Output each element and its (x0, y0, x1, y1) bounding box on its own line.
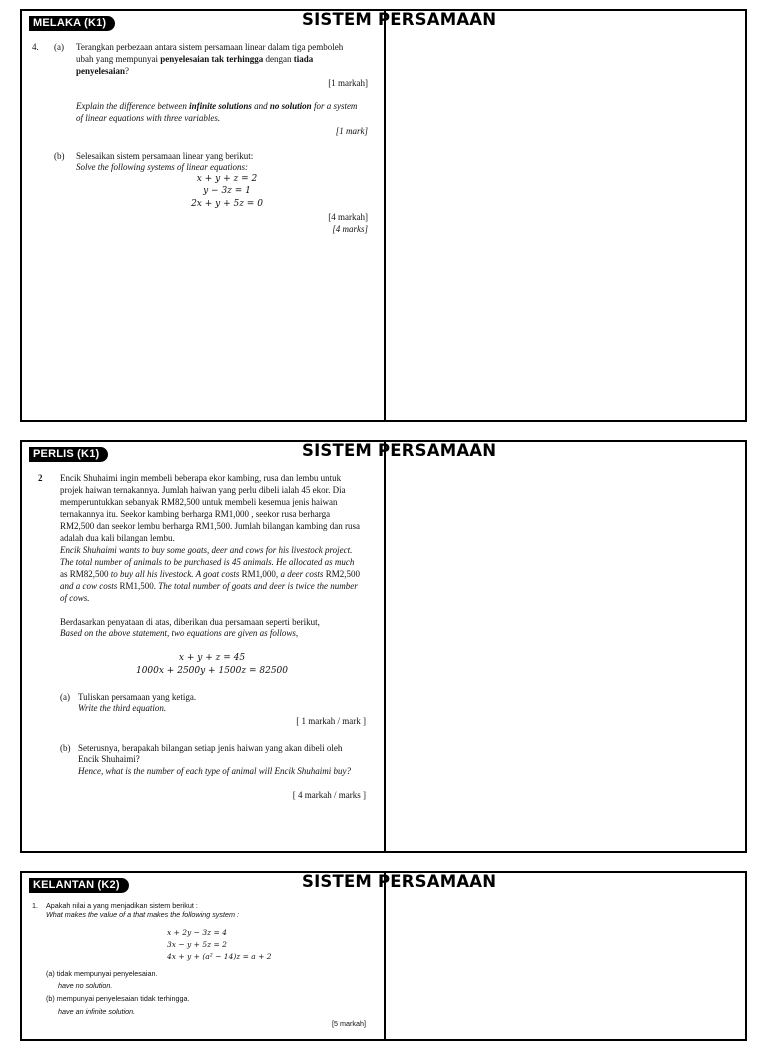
question-number: 4. (32, 42, 39, 52)
equation-1: x + y + z = 2 (196, 174, 258, 184)
question-number: 2 (38, 473, 43, 483)
malay-text-line: adalah dua kali bilangan lembu. (60, 533, 175, 543)
question-english: What makes the value of a that makes the following system : (46, 910, 239, 919)
topic-title: SISTEM PERSAMAAN (302, 10, 497, 29)
equation-1: x + 2y − 3z = 4 (167, 928, 227, 937)
english-text-line: Encik Shuhaimi wants to buy some goats, deer and cows for his livestock project. (60, 545, 353, 555)
question-panel-perlis (20, 440, 747, 853)
part-a-malay-line-1: Terangkan perbezaan antara sistem persamaan linear dalam tiga pemboleh (76, 42, 344, 52)
part-b-label: (b) (60, 743, 71, 753)
statement-malay: Berdasarkan penyataan di atas, diberikan dua persamaan seperti berikut, (60, 617, 320, 627)
state-tag: PERLIS (K1) (29, 447, 108, 462)
malay-text-line: Encik Shuhaimi ingin membeli beberapa ekor kambing, rusa dan lembu untuk (60, 473, 342, 483)
equation-3: 4x + y + (a² − 14)z = a + 2 (167, 952, 272, 961)
panel-divider (384, 442, 386, 851)
part-a-malay: (a) tidak mempunyai penyelesaian. (46, 969, 158, 978)
topic-title: SISTEM PERSAMAAN (302, 872, 497, 891)
part-a-malay-line-2: ubah yang mempunyai penyelesaian tak terhingga dengan tiada (76, 54, 314, 64)
part-a-english-line-2: of linear equations with three variables. (76, 113, 221, 123)
english-text-line: The total number of animals to be purchased is 45 animals. He allocated as much (60, 557, 355, 567)
statement-english: Based on the above statement, two equations are given as follows, (60, 628, 299, 638)
malay-text-line: projek haiwan ternakannya. Jumlah haiwan yang perlu dibeli ialah 45 ekor. Dia (60, 485, 346, 495)
equation-2: 1000x + 2500y + 1500z = 82500 (135, 666, 289, 676)
mark-label: [1 mark] (335, 126, 368, 136)
part-b-malay: Selesaikan sistem persamaan linear yang berikut: (76, 151, 254, 161)
panel-divider (384, 873, 386, 1039)
mark-label: [4 markah] (328, 212, 368, 222)
mark-label: [4 marks] (332, 224, 368, 234)
malay-text-line: memperuntukkan sebanyak RM82,500 untuk membeli kesemua jenis haiwan (60, 497, 338, 507)
part-a-english-line-1: Explain the difference between infinite solutions and no solution for a system (76, 101, 358, 111)
part-b-malay: (b) mempunyai penyelesaian tidak terhingga. (46, 994, 190, 1003)
topic-title: SISTEM PERSAMAAN (302, 441, 497, 460)
question-malay: Apakah nilai a yang menjadikan sistem berikut : (46, 901, 198, 910)
part-a-label: (a) (54, 42, 64, 52)
part-a-malay-line-3: penyelesaian? (76, 66, 130, 76)
part-a-english: have no solution. (58, 981, 113, 990)
equation-1: x + y + z = 45 (178, 653, 246, 663)
part-b-malay-line-2: Encik Shuhaimi? (78, 754, 140, 764)
equation-3: 2x + y + 5z = 0 (191, 199, 263, 209)
question-panel-kelantan (20, 871, 747, 1041)
part-b-english: Hence, what is the number of each type of animal will Encik Shuhaimi buy? (78, 766, 351, 776)
part-b-malay-line-1: Seterusnya, berapakah bilangan setiap jenis haiwan yang akan dibeli oleh (78, 743, 343, 753)
panel-divider (384, 11, 386, 420)
english-text-line: as RM82,500 to buy all his livestock. A goat costs RM1,000, a deer costs RM2,500 (60, 569, 360, 579)
equation-2: y − 3z = 1 (203, 186, 251, 196)
part-a-malay: Tuliskan persamaan yang ketiga. (78, 692, 197, 702)
mark-label: [5 markah] (332, 1019, 366, 1028)
question-number: 1. (32, 901, 38, 910)
part-a-label: (a) (60, 692, 70, 702)
part-b-english: have an infinite solution. (58, 1007, 136, 1016)
part-b-label: (b) (54, 151, 65, 161)
state-tag: MELAKA (K1) (29, 16, 115, 31)
part-b-english: Solve the following systems of linear equations: (76, 162, 248, 172)
state-tag: KELANTAN (K2) (29, 878, 129, 893)
english-text-line: and a cow costs RM1,500. The total number of goats and deer is twice the number (60, 581, 358, 591)
mark-label: [1 markah] (328, 78, 368, 88)
english-text-line: of cows. (60, 593, 90, 603)
equation-2: 3x − y + 5z = 2 (167, 940, 227, 949)
mark-label: [ 1 markah / mark ] (296, 716, 366, 726)
mark-label: [ 4 markah / marks ] (292, 790, 366, 800)
malay-text-line: ternakannya itu. Seekor kambing berharga RM1,000 , seekor rusa berharga (60, 509, 331, 519)
part-a-english: Write the third equation. (78, 703, 167, 713)
question-panel-melaka (20, 9, 747, 422)
malay-text-line: RM2,500 dan seekor lembu berharga RM1,500. Jumlah bilangan kambing dan rusa (60, 521, 361, 531)
